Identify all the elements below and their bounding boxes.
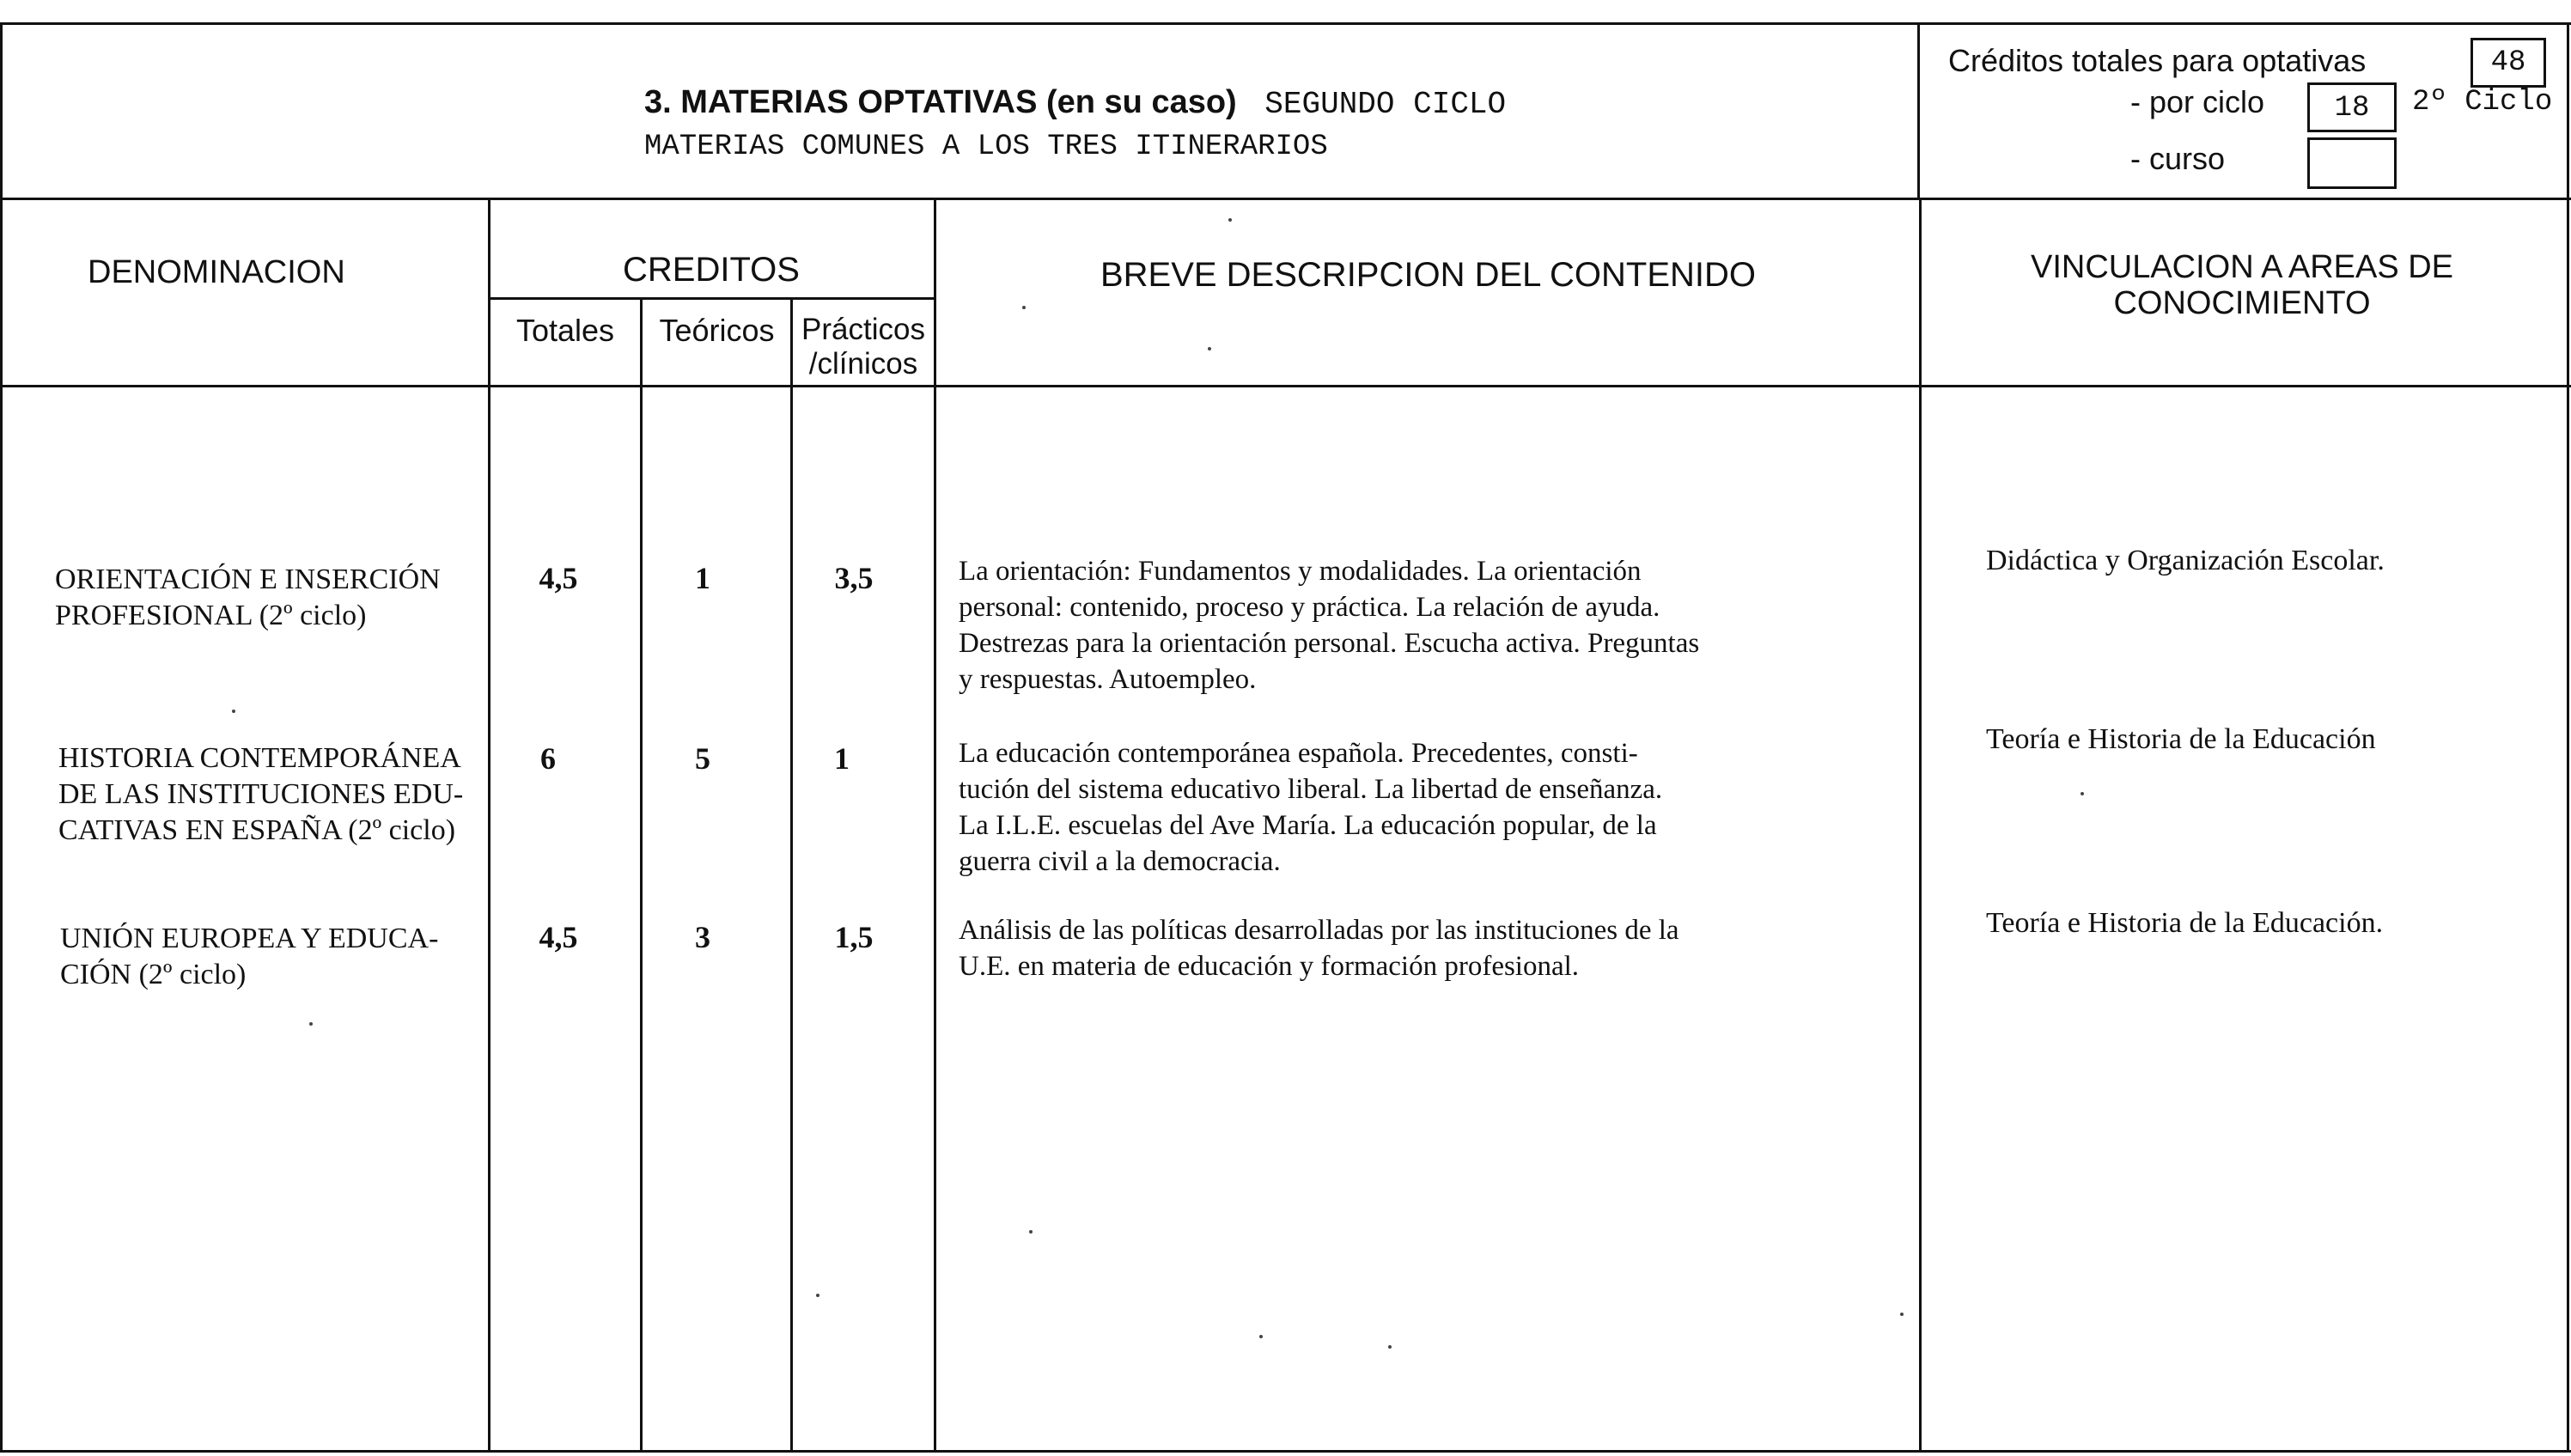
scan-speck (1259, 1335, 1263, 1338)
col-header-descripcion: BREVE DESCRIPCION DEL CONTENIDO (1100, 256, 1757, 294)
row-3-name (60, 921, 438, 993)
col-divider-creditos (934, 199, 936, 1452)
row-2-desc-line: guerra civil a la democracia. (959, 846, 1281, 877)
row-1-desc-line: Destrezas para la orientación personal. Escucha activa. Preguntas (959, 628, 1700, 659)
section-title-text: 3. MATERIAS OPTATIVAS (en su caso) (644, 84, 1237, 120)
scan-speck (232, 710, 235, 713)
per-cycle-value: 18 (2334, 92, 2370, 125)
col-header-denominacion: DENOMINACION (88, 254, 345, 290)
col-header-practicos: Prácticos /clínicos (801, 313, 925, 381)
row-1-practicos: 3,5 (834, 561, 874, 595)
row-2-totales: 6 (540, 741, 556, 776)
row-3-area: Teoría e Historia de la Educación. (1986, 907, 2384, 939)
frame-left (0, 22, 3, 1453)
credits-total-box (2470, 38, 2546, 88)
row-1-desc-line: y respuestas. Autoempleo. (959, 664, 1257, 695)
row-1-desc-line: personal: contenido, proceso y práctica. La relación de ayuda. (959, 592, 1660, 623)
scan-speck (1208, 347, 1211, 350)
col-header-creditos: CREDITOS (623, 251, 800, 289)
scan-speck (1900, 1313, 1904, 1316)
row-2-name (58, 740, 463, 849)
scan-speck (1228, 218, 1232, 222)
per-cycle-suffix: 2º Ciclo (2412, 86, 2553, 119)
row-3-desc-line: Análisis de las políticas desarrolladas por las instituciones de la (959, 915, 1679, 946)
frame-bottom (0, 1450, 2571, 1453)
row-1-totales: 4,5 (539, 561, 578, 595)
col-divider-denominacion (488, 199, 490, 1452)
credits-total-value: 48 (2490, 46, 2526, 79)
row-1-name-line: PROFESIONAL (2º ciclo) (55, 600, 367, 631)
scan-speck (2081, 792, 2084, 795)
row-2-teoricos: 5 (695, 741, 710, 776)
header-divider (0, 198, 2571, 200)
col-divider-descripcion (1919, 199, 1922, 1452)
col-divider-totales (640, 297, 643, 1452)
row-2-practicos: 1 (834, 741, 850, 776)
frame-right (2567, 22, 2569, 1453)
column-header-divider (0, 385, 2571, 387)
scan-speck (1029, 1230, 1033, 1234)
row-3-desc-line: U.E. en materia de educación y formación profesional. (959, 951, 1580, 982)
row-1-name (55, 562, 441, 634)
section-cycle: SEGUNDO CICLO (1264, 87, 1507, 122)
scan-speck (1022, 306, 1026, 309)
row-1-area: Didáctica y Organización Escolar. (1986, 545, 2385, 576)
per-cycle-label: - por ciclo (2130, 84, 2265, 119)
scan-speck (309, 1022, 313, 1026)
row-2-name-line: CATIVAS EN ESPAÑA (2º ciclo) (58, 814, 456, 846)
row-3-name-line: CIÓN (2º ciclo) (60, 959, 247, 990)
row-2-name-line: DE LAS INSTITUCIONES EDU- (58, 778, 464, 810)
credits-label: Créditos totales para optativas (1948, 43, 2367, 78)
col-header-totales: Totales (515, 313, 615, 348)
row-2-desc-line: La I.L.E. escuelas del Ave María. La educación popular, de la (959, 810, 1657, 841)
creditos-subheader-divider (488, 297, 935, 300)
row-1-description (959, 553, 1699, 698)
col-divider-teoricos (790, 297, 793, 1452)
per-cycle-box (2307, 82, 2397, 132)
col-header-vinculacion: VINCULACION A AREAS DE CONOCIMIENTO (2030, 249, 2454, 321)
per-course-box (2307, 137, 2397, 189)
row-3-description (959, 912, 1679, 984)
row-2-desc-line: tución del sistema educativo liberal. La libertad de enseñanza. (959, 774, 1663, 805)
row-1-teoricos: 1 (695, 561, 710, 595)
row-3-practicos: 1,5 (834, 920, 874, 954)
section-subtitle: MATERIAS COMUNES A LOS TRES ITINERARIOS (644, 131, 1328, 163)
frame-top (0, 22, 2571, 25)
row-3-teoricos: 3 (695, 920, 710, 954)
section-title (644, 84, 1506, 122)
row-2-area: Teoría e Historia de la Educación (1986, 723, 2376, 755)
scan-speck (816, 1294, 819, 1297)
per-course-label: - curso (2130, 141, 2226, 176)
row-1-name-line: ORIENTACIÓN E INSERCIÓN (55, 564, 441, 595)
scan-speck (1388, 1345, 1392, 1349)
header-right-divider (1917, 22, 1920, 199)
col-header-teoricos: Teóricos (659, 313, 775, 348)
row-1-desc-line: La orientación: Fundamentos y modalidades. La orientación (959, 556, 1642, 587)
row-3-totales: 4,5 (539, 920, 578, 954)
row-2-desc-line: La educación contemporánea española. Precedentes, consti- (959, 738, 1638, 769)
row-2-description (959, 735, 1662, 880)
row-2-name-line: HISTORIA CONTEMPORÁNEA (58, 742, 461, 774)
row-3-name-line: UNIÓN EUROPEA Y EDUCA- (60, 923, 439, 954)
